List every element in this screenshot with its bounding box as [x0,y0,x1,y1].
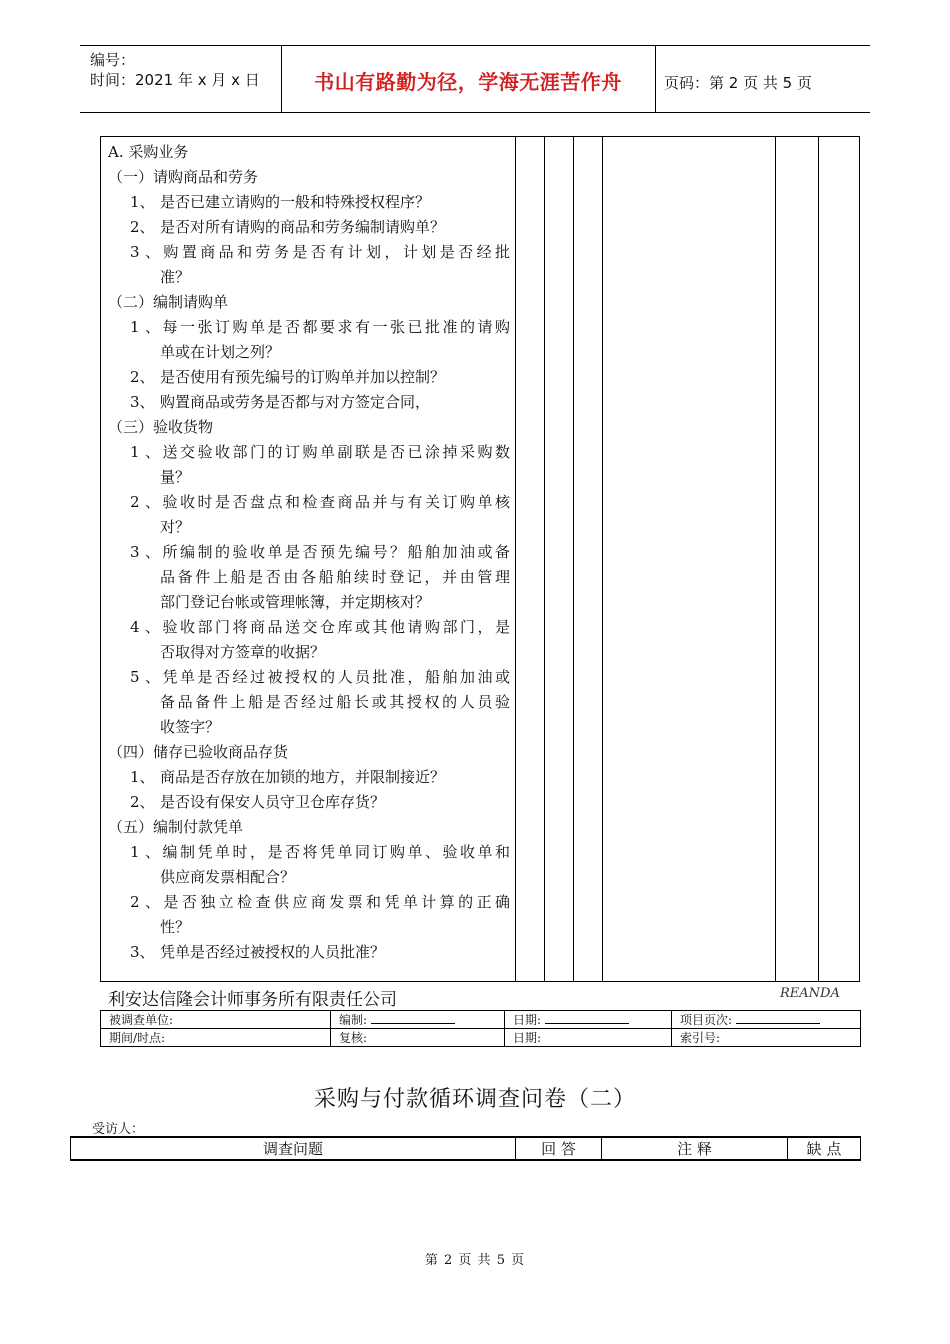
header-top-rule [80,45,870,46]
table-row [71,1137,861,1160]
column-header-defect: 缺 点 [788,1137,861,1160]
question-text: 购置商品和劳务是否有计划，计划是否经批 [160,243,510,261]
prepared-cell [331,1011,505,1029]
question-line: 量？ [160,468,191,486]
header-motto: 书山有路勤为径，学海无涯苦作舟 [314,70,622,94]
column-divider [775,136,776,982]
question-line [108,365,510,390]
question-line [108,940,510,965]
question-line [108,440,510,465]
question-number: 1、 [130,193,155,211]
question-text: 验收时是否盘点和检查商品并与有关订购单核 [160,493,510,511]
doc-number-label: 编号： [90,51,136,69]
question-text: 是否独立检查供应商发票和凭单计算的正确 [160,893,510,911]
header-divider-2 [655,45,656,112]
question-line [108,540,510,565]
prepared-label: 编制: [339,1013,368,1027]
question-text: 商品是否存放在加锁的地方，并限制接近？ [160,768,446,786]
column-header-question: 调查问题 [71,1137,516,1160]
next-table-header [70,1136,861,1161]
question-number: 3、 [130,543,160,561]
question-text: 是否设有保安人员守卫仓库存货？ [160,793,386,811]
question-line: 性？ [160,918,191,936]
column-divider [818,136,819,982]
date1-blank[interactable] [545,1012,629,1024]
table-row [101,1029,861,1047]
time-label: 时间：2021 年 x 月 x 日 [90,71,260,89]
section-title: A. 采购业务 [108,143,189,161]
question-line [108,840,510,865]
question-text: 凭单是否经过被授权的人员批准？ [160,943,386,961]
column-divider [573,136,574,982]
reviewed-label: 复核: [339,1031,368,1045]
table-row [101,1011,861,1029]
question-line [108,490,510,515]
question-number: 3、 [130,243,160,261]
question-text: 凭单是否经过被授权的人员批准，船舶加油或 [160,668,510,686]
header-meta [90,50,260,90]
question-text: 送交验收部门的订购单副联是否已涂掉采购数 [160,443,510,461]
period-label: 期间/时点: [109,1031,166,1045]
date1-cell [505,1011,672,1029]
question-number: 1、 [130,768,155,786]
index-no-cell [672,1029,861,1047]
question-number: 3、 [130,393,155,411]
group-heading: （二）编制请购单 [108,293,229,311]
question-list [108,140,510,965]
question-line [108,765,510,790]
group-heading: （三）验收货物 [108,418,214,436]
question-line: 准？ [160,268,191,286]
period-cell [101,1029,331,1047]
question-line: 部门登记台帐或管理帐簿，并定期核对？ [160,593,431,611]
question-number: 3、 [130,943,155,961]
column-header-answer: 回 答 [516,1137,602,1160]
question-text: 编制凭单时，是否将凭单同订购单、验收单和 [160,843,510,861]
question-line: 备品备件上船是否经过船长或其授权的人员验 [160,693,510,711]
question-number: 5、 [130,668,160,686]
unit-label: 被调查单位: [109,1013,174,1027]
header-bottom-rule [80,112,870,113]
item-pages-cell [672,1011,861,1029]
question-line [108,665,510,690]
question-text: 验收部门将商品送交仓库或其他请购部门，是 [160,618,510,636]
question-text: 购置商品或劳务是否都与对方签定合同， [160,393,431,411]
question-line: 收签字？ [160,718,221,736]
question-text: 每一张订购单是否都要求有一张已批准的请购 [160,318,510,336]
column-header-note: 注 释 [602,1137,788,1160]
question-line: 品备件上船是否由各船舶续时登记，并由管理 [160,568,510,586]
question-number: 1、 [130,443,160,461]
question-text: 所编制的验收单是否预先编号？船舶加油或备 [160,543,510,561]
column-divider [515,136,516,982]
question-line: 对？ [160,518,191,536]
date2-label: 日期: [513,1031,542,1045]
question-text: 是否已建立请购的一般和特殊授权程序？ [160,193,431,211]
item-pages-blank[interactable] [736,1012,820,1024]
question-line [108,240,510,265]
column-divider [602,136,603,982]
item-pages-label: 项目页次: [680,1013,733,1027]
section-title-next: 采购与付款循环调查问卷（二） [313,1087,636,1112]
question-number: 1、 [130,843,160,861]
date1-label: 日期: [513,1013,542,1027]
company-name: 利安达信隆会计师事务所有限责任公司 [108,990,397,1010]
prepared-blank[interactable] [371,1012,455,1024]
audit-info-table [100,1010,861,1047]
group-heading: （四）储存已验收商品存货 [108,743,289,761]
group-heading: （一）请购商品和劳务 [108,168,259,186]
column-divider [544,136,545,982]
question-number: 2、 [130,793,155,811]
question-line: 否取得对方签章的收据？ [160,643,326,661]
reviewed-cell [331,1029,505,1047]
header-page-label: 页码：第 2 页 共 5 页 [664,74,812,92]
question-line: 单或在计划之列？ [160,343,281,361]
date2-cell [505,1029,672,1047]
question-line: 供应商发票相配合？ [160,868,296,886]
question-number: 2、 [130,893,160,911]
question-line [108,790,510,815]
question-number: 1、 [130,318,160,336]
page-footer: 第 2 页 共 5 页 [424,1253,526,1268]
brand-mark: REANDA [780,986,840,1001]
index-no-label: 索引号: [680,1031,721,1045]
question-number: 2、 [130,493,160,511]
question-text: 是否使用有预先编号的订购单并加以控制？ [160,368,446,386]
question-number: 2、 [130,218,155,236]
question-line [108,315,510,340]
interviewee-label: 受访人： [92,1122,145,1137]
question-text: 是否对所有请购的商品和劳务编制请购单？ [160,218,446,236]
question-number: 2、 [130,368,155,386]
question-line [108,390,510,415]
question-number: 4、 [130,618,160,636]
group-heading: （五）编制付款凭单 [108,818,244,836]
question-line [108,215,510,240]
unit-cell [101,1011,331,1029]
question-line [108,890,510,915]
question-line [108,615,510,640]
question-line [108,190,510,215]
